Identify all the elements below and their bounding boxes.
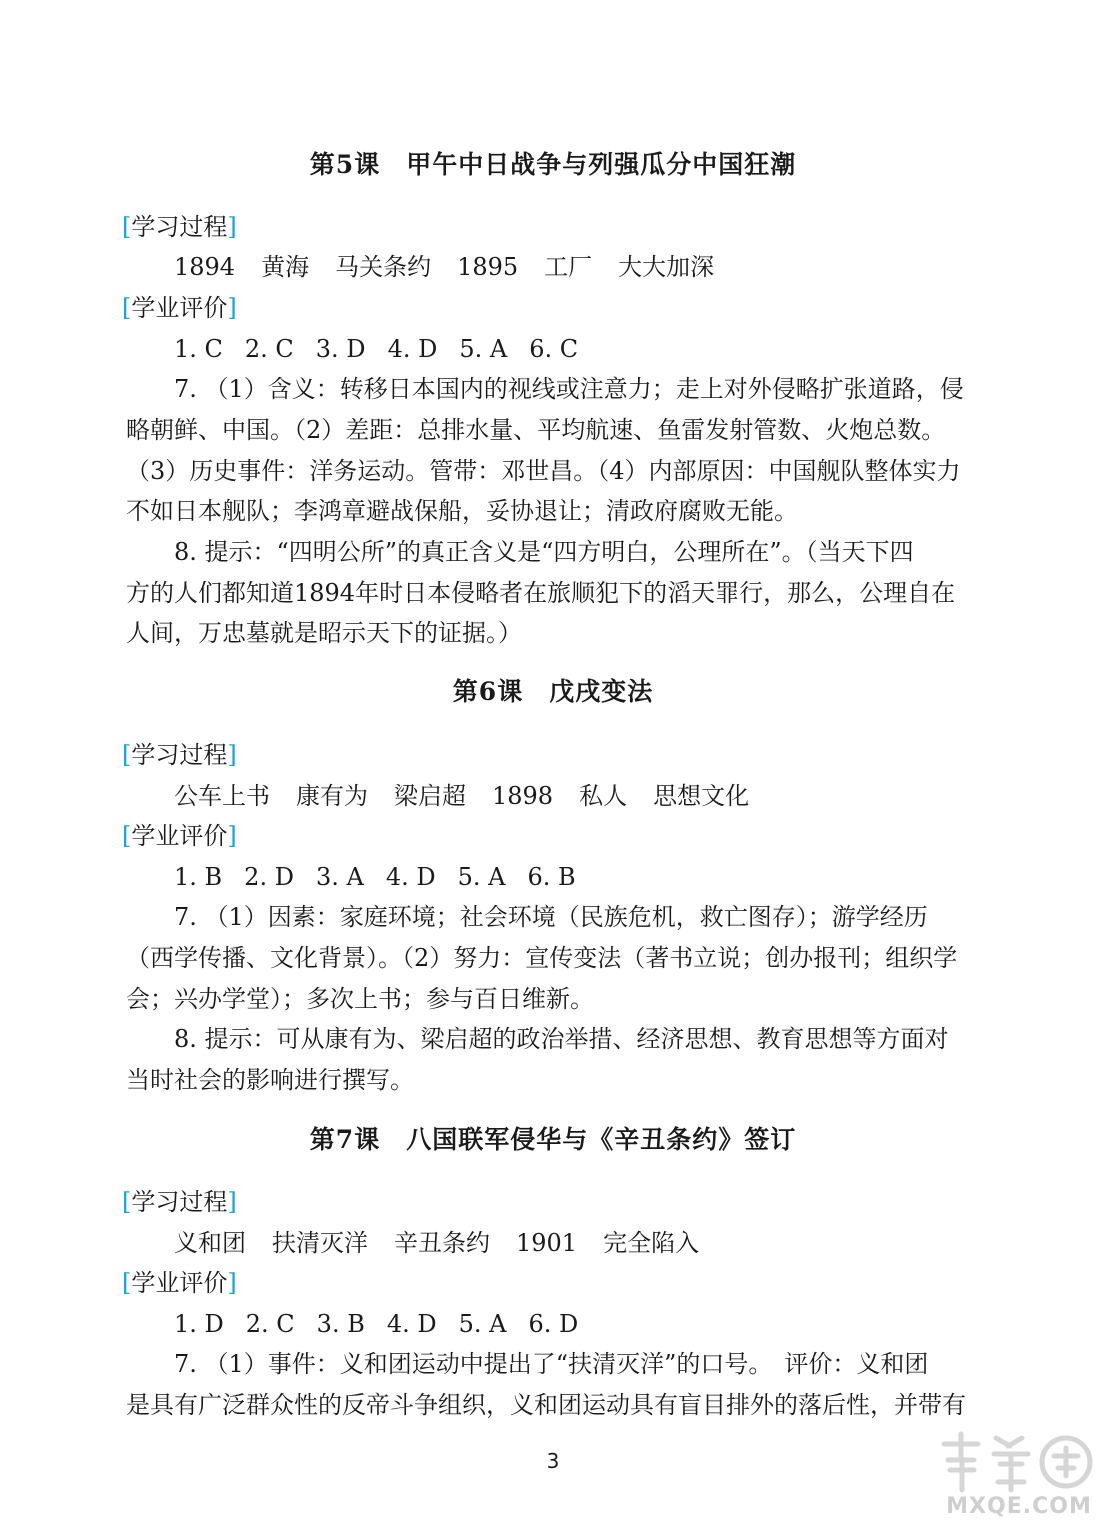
lesson-5-choice-answers: 1. C 2. C 3. D 4. D 5. A 6. C [174,335,579,363]
lesson-5-text-line: 不如日本舰队；李鸿章避战保船，妥协退让；清政府腐败无能。 [126,497,798,525]
lesson-5-process-label: [学习过程] [122,213,237,241]
lesson-7-text-line: 是具有广泛群众性的反帝斗争组织，义和团运动具有盲目排外的落后性，并带有 [126,1391,966,1419]
lesson-7-text-line: 7. （1）事件：义和团运动中提出了“扶清灭洋”的口号。 评价：义和团 [174,1350,929,1378]
lesson-6-choice-answers: 1. B 2. D 3. A 4. D 5. A 6. B [174,863,576,891]
lesson-5-text-line: （3）历史事件：洋务运动。管带：邓世昌。（4）内部原因：中国舰队整体实力 [126,457,961,485]
lesson-6-process-label: [学习过程] [122,741,237,769]
lesson-6-text-line: （西学传播、文化背景）。（2）努力：宣传变法（著书立说；创办报刊；组织学 [126,944,958,972]
lesson-6-text-line: 7. （1）因素：家庭环境；社会环境（民族危机，救亡图存）；游学经历 [174,903,928,931]
lesson-7-process-answers: 义和团 扶清灭洋 辛丑条约 1901 完全陷入 [174,1229,700,1257]
lesson-5-eval-label: [学业评价] [122,294,237,322]
lesson-6-text-line: 8. 提示：可从康有为、梁启超的政治举措、经济思想、教育思想等方面对 [174,1025,949,1053]
lesson-5-process-answers: 1894 黄海 马关条约 1895 工厂 大大加深 [174,253,715,281]
lesson-7-eval-label: [学业评价] [122,1269,237,1297]
lesson-5-text-line: 方的人们都知道1894年时日本侵略者在旅顺犯下的滔天罪行，那么，公理自在 [126,579,956,607]
lesson-7-choice-answers: 1. D 2. C 3. B 4. D 5. A 6. D [174,1310,579,1338]
bracket-close: ] [227,213,237,241]
watermark-text: MXQE.COM [946,1494,1092,1519]
page-number: 3 [546,1449,560,1473]
bracket-open: [ [122,213,132,241]
lesson-5-text-line: 7. （1）含义：转移日本国内的视线或注意力；走上对外侵略扩张道路，侵 [174,375,964,403]
lesson-6-text-line: 当时社会的影响进行撰写。 [126,1066,414,1094]
lesson-6-eval-label: [学业评价] [122,822,237,850]
lesson-5-title: 第5课 甲午中日战争与列强瓜分中国狂潮 [309,150,797,179]
lesson-6-title: 第6课 戊戌变法 [452,677,654,706]
lesson-5-text-line: 略朝鲜、中国。（2）差距：总排水量、平均航速、鱼雷发射管数、火炮总数。 [126,416,946,444]
lesson-5-text-line: 人间，万忠墓就是昭示天下的证据。） [126,619,522,647]
lesson-6-process-answers: 公车上书 康有为 梁启超 1898 私人 思想文化 [174,782,750,810]
lesson-5-text-line: 8. 提示：“四明公所”的真正含义是“四方明白，公理所在”。（当天下四 [174,538,914,566]
lesson-6-text-line: 会；兴办学堂）；多次上书；参与百日维新。 [126,985,594,1013]
lesson-7-process-label: [学习过程] [122,1188,237,1216]
lesson-7-title: 第7课 八国联军侵华与《辛丑条约》签订 [309,1125,797,1154]
